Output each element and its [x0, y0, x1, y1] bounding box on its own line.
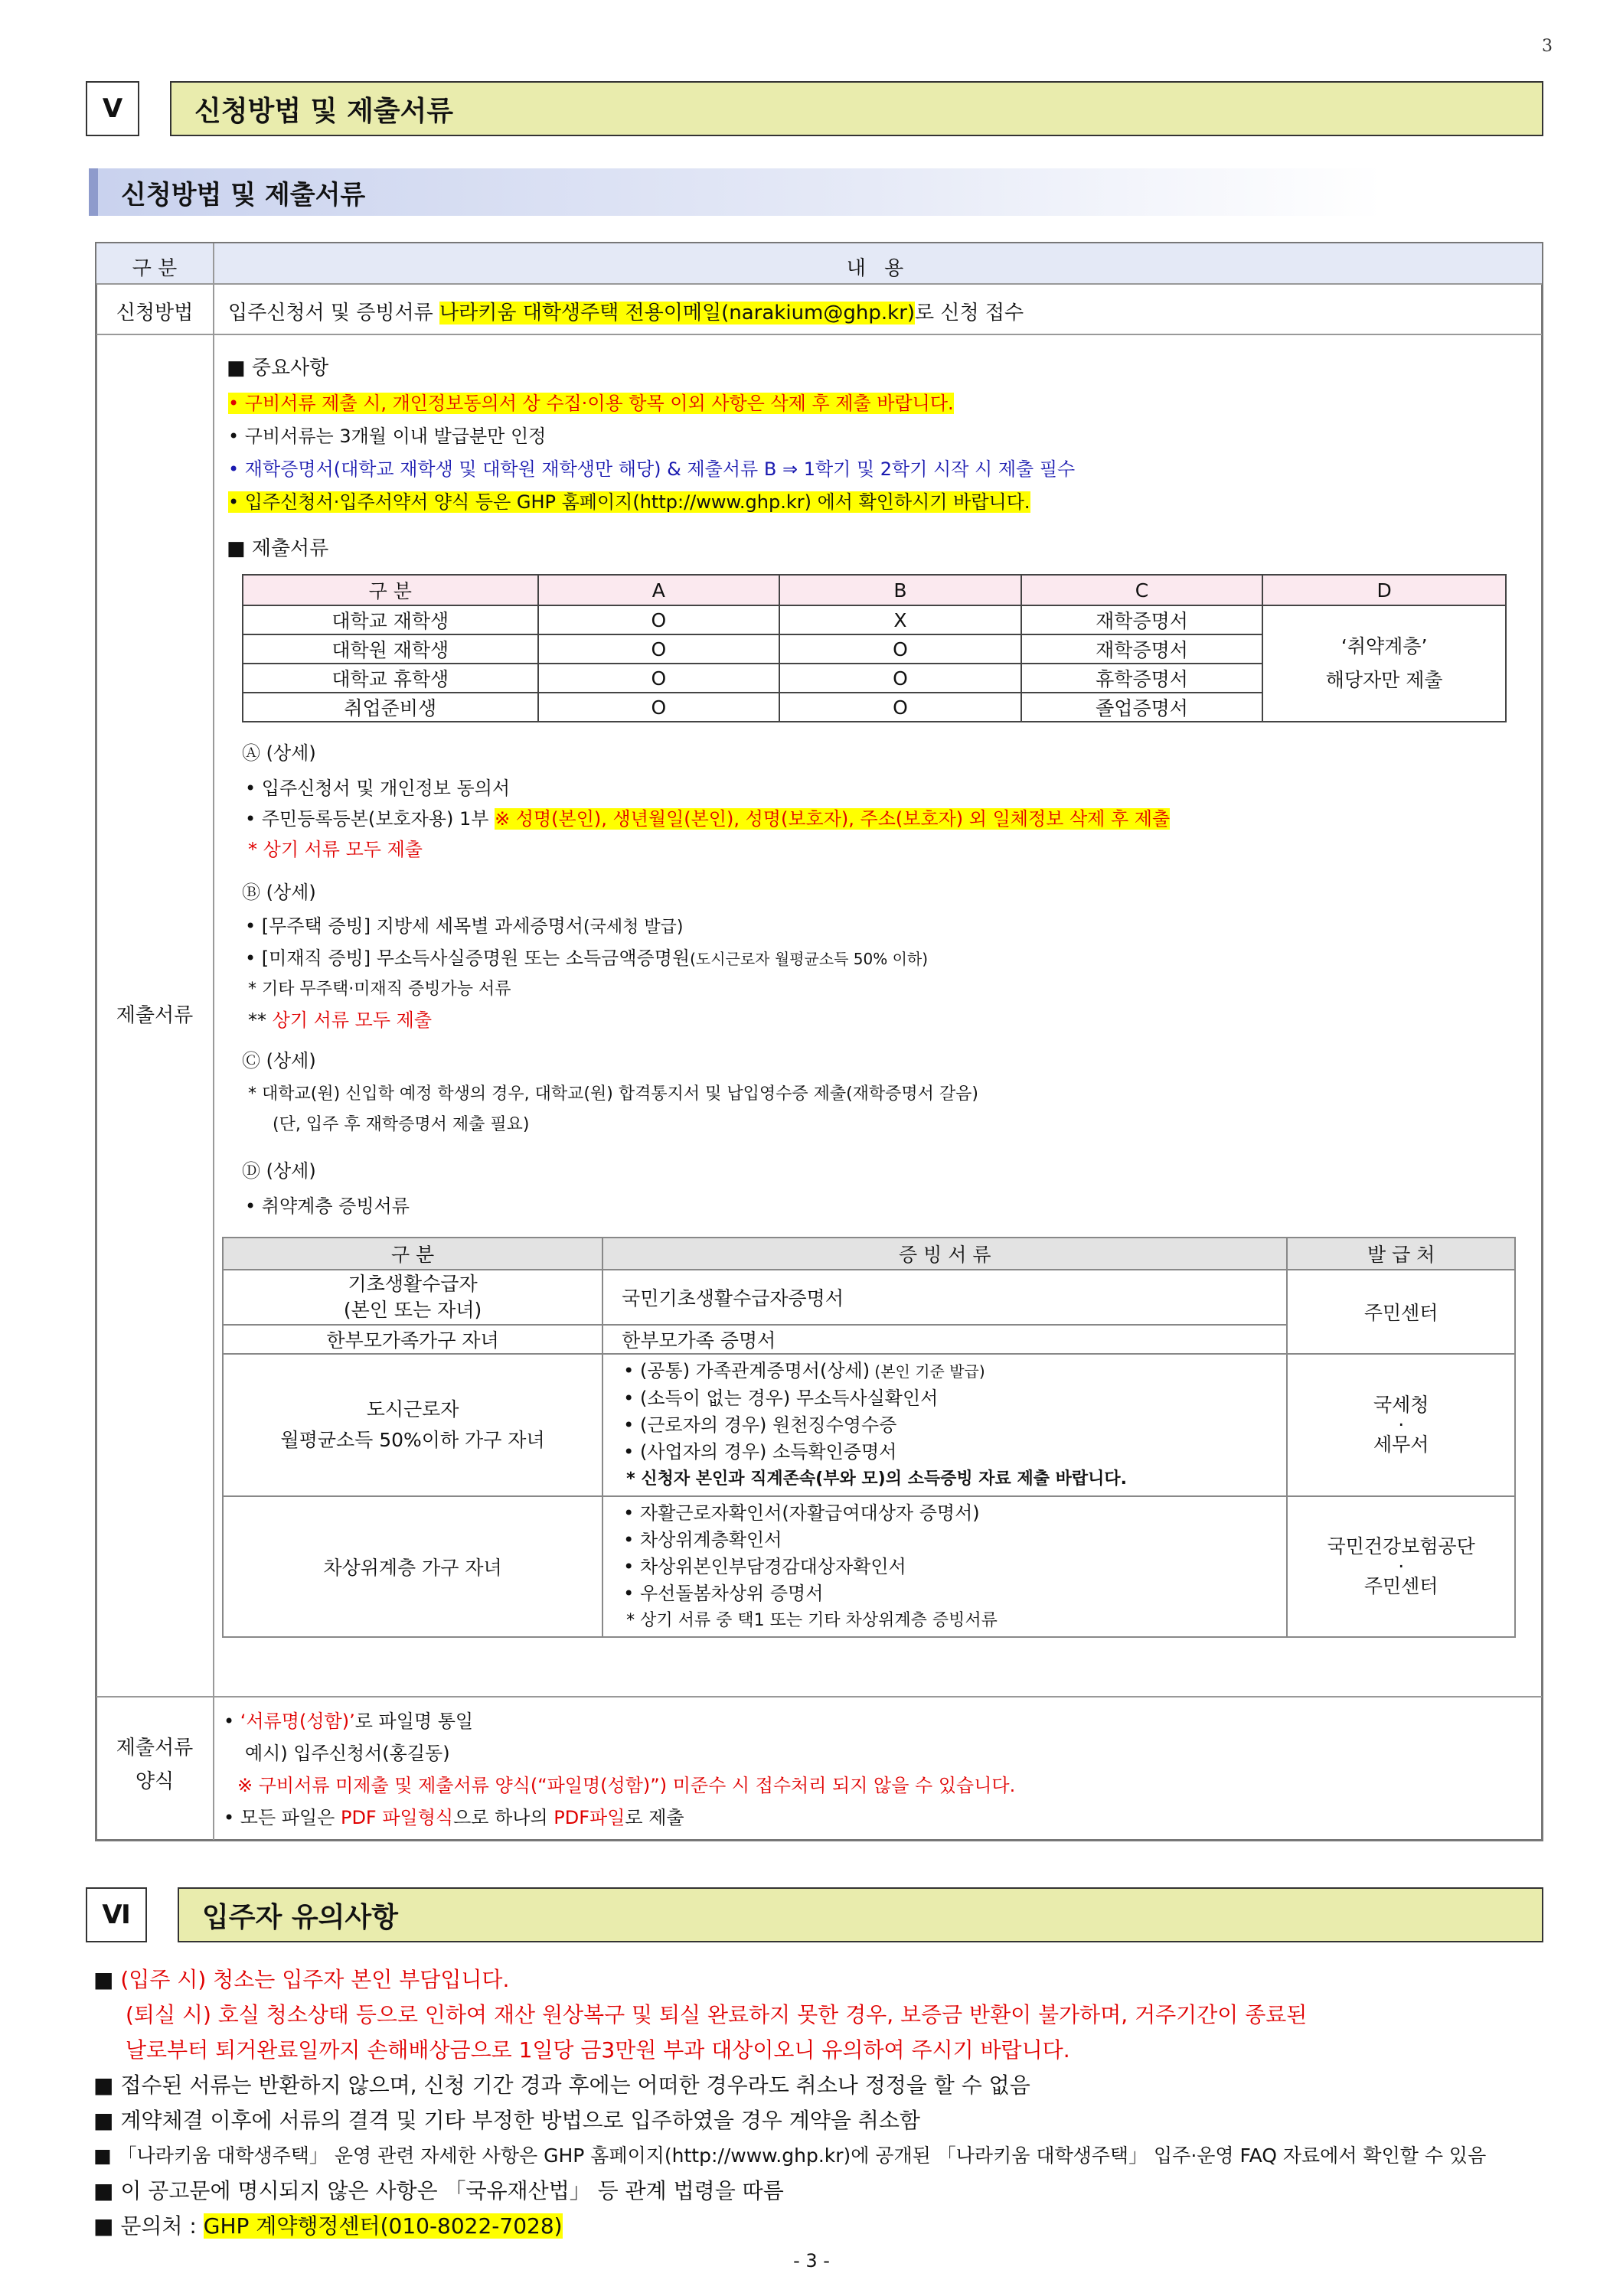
- row-divider: [96, 1696, 1542, 1698]
- section-number: Ⅴ: [86, 81, 139, 136]
- vt-doc: 국민기초생활수급자증명서: [603, 1270, 1287, 1325]
- note-1: ■ (입주 시) 청소는 입주자 본인 부담입니다.: [93, 1967, 510, 1992]
- note-3-text: 계약체결 이후에 서류의 결격 및 기타 부정한 방법으로 입주하였을 경우 계약을 취소함: [120, 2108, 920, 2133]
- grid-d-note: [1262, 605, 1506, 722]
- format-l4-d: PDF파일: [554, 1807, 625, 1828]
- detail-a-item-2-note: ※ 성명(본인), 생년월일(본인), 성명(보호자), 주소(보호자) 외 일체정보 삭제 후 제출: [495, 808, 1171, 830]
- format-label-2: 양식: [135, 1770, 175, 1793]
- grid-cell: O: [779, 664, 1021, 693]
- grid-header: C: [1021, 575, 1263, 605]
- vt-issuer-1: 국세청: [1373, 1394, 1429, 1416]
- detail-c-title: Ⓒ (상세): [242, 1050, 316, 1071]
- detail-a-list: [245, 773, 1170, 865]
- vt-issuer-2: 세무서: [1373, 1433, 1429, 1456]
- format-label: [96, 1731, 213, 1799]
- section-number: Ⅵ: [86, 1887, 147, 1942]
- note-6: ■ 문의처 : GHP 계약행정센터(010-8022-7028): [93, 2213, 563, 2239]
- note-2: ■ 접수된 서류는 반환하지 않으며, 신청 기간 경과 후에는 어떠한 경우라도 취소나 정정을 할 수 없음: [93, 2073, 1030, 2098]
- header-content: 내 용: [846, 257, 910, 280]
- vt-issuer-dot: ·: [1398, 1555, 1405, 1577]
- grid-header: D: [1262, 575, 1506, 605]
- header-category: 구 분: [132, 257, 178, 280]
- vt-doc-item: • (사업자의 경우) 소득확인증명서: [623, 1441, 897, 1463]
- apply-label: 신청방법: [116, 302, 194, 325]
- section-title: 신청방법 및 제출서류: [170, 81, 1543, 136]
- vt-doc-item: • (공통) 가족관계증명서(상세): [623, 1360, 870, 1381]
- note-3: ■ 계약체결 이후에 서류의 결격 및 기타 부정한 방법으로 입주하였을 경우 계약을 취소함: [93, 2108, 920, 2133]
- format-list: [224, 1705, 1015, 1834]
- note-6-pre: 문의처 :: [120, 2213, 204, 2239]
- important-item-2: • 구비서류는 3개월 이내 발급분만 인정: [228, 426, 547, 447]
- grid-header: 구 분: [243, 575, 538, 605]
- section-title: 입주자 유의사항: [178, 1887, 1543, 1942]
- vt-row: [223, 1270, 1515, 1325]
- note-1c: 날로부터 퇴거완료일까지 손해배상금으로 1일당 금3만원 부과 대상이오니 유의하여 주시기 바랍니다.: [126, 2037, 1070, 2063]
- detail-b-note-2-pre: **: [248, 1009, 273, 1031]
- vt-issuer-2: 주민센터: [1363, 1575, 1438, 1597]
- format-l4-a: • 모든 파일은: [224, 1807, 341, 1828]
- vulnerable-table: [222, 1237, 1516, 1638]
- grid-cell: O: [538, 664, 780, 693]
- vt-cat-3a: 도시근로자: [366, 1398, 459, 1420]
- format-l1-pre: •: [224, 1711, 240, 1732]
- vt-category: 차상위계층 가구 자녀: [223, 1496, 603, 1637]
- vt-header: 발 급 처: [1287, 1238, 1515, 1270]
- grid-cell: O: [779, 693, 1021, 722]
- detail-a-title: Ⓐ (상세): [242, 742, 316, 764]
- grid-cell: O: [538, 634, 780, 664]
- row-divider: [96, 334, 1542, 335]
- note-2-text: 접수된 서류는 반환하지 않으며, 신청 기간 경과 후에는 어떠한 경우라도 취소나 정정을 할 수 없음: [120, 2073, 1030, 2098]
- detail-b-item-1-small: (국세청 발급): [583, 918, 684, 937]
- vt-doc: 한부모가족 증명서: [603, 1325, 1287, 1354]
- vt-doc-small: (본인 기준 발급): [870, 1362, 985, 1381]
- vt-doc-list: [603, 1354, 1287, 1496]
- vt-doc-note: * 상기 서류 중 택1 또는 기타 차상위계층 증빙서류: [626, 1610, 998, 1630]
- vt-header: 증 빙 서 류: [603, 1238, 1287, 1270]
- vt-issuer: [1287, 1496, 1515, 1637]
- vt-category: [223, 1354, 603, 1496]
- important-title: ■ 중요사항: [227, 357, 329, 380]
- grid-cell: 취업준비생: [243, 693, 538, 722]
- detail-b-item-2-small: (도시근로자 월평균소득 50% 이하): [690, 950, 929, 968]
- page-number: 3: [1542, 37, 1553, 56]
- detail-c-list: [248, 1079, 978, 1140]
- grid-cell: 휴학증명서: [1021, 664, 1263, 693]
- apply-email: 나라키움 대학생주택 전용이메일(narakium@ghp.kr): [439, 302, 916, 325]
- detail-b-title: Ⓑ (상세): [242, 882, 316, 903]
- vt-doc-note: * 신청자 본인과 직계존속(부와 모)의 소득증빙 자료 제출 바랍니다.: [626, 1469, 1127, 1489]
- notes-list: [93, 1962, 1486, 2244]
- detail-c-line-1: * 대학교(원) 신입학 예정 학생의 경우, 대학교(원) 합격통지서 및 납입영수증 제출(재학증명서 갈음): [248, 1084, 978, 1104]
- grid-d-note-1: ‘취약계층’: [1341, 635, 1428, 657]
- format-l2: 예시) 입주신청서(홍길동): [245, 1743, 450, 1764]
- docs-label: 제출서류: [116, 1004, 194, 1027]
- grid-cell: 대학교 휴학생: [243, 664, 538, 693]
- vt-row: [223, 1496, 1515, 1637]
- note-5: ■ 이 공고문에 명시되지 않은 사항은 「국유재산법」 등 관계 법령을 따름: [93, 2178, 784, 2203]
- important-item-1: • 구비서류 제출 시, 개인정보동의서 상 수집·이용 항목 이외 사항은 삭제 후 제출 바랍니다.: [228, 393, 954, 414]
- detail-d-item: • 취약계층 증빙서류: [245, 1195, 410, 1217]
- column-divider: [213, 243, 214, 1840]
- detail-a-item-1: • 입주신청서 및 개인정보 동의서: [245, 778, 511, 799]
- detail-b-item-2: • [미재직 증빙] 무소득사실증명원 또는 소득금액증명원: [245, 947, 691, 969]
- important-item-4: • 입주신청서·입주서약서 양식 등은 GHP 홈페이지(http://www.ghp.kr) 에서 확인하시기 바랍니다.: [228, 491, 1030, 513]
- apply-text: [228, 297, 1024, 325]
- detail-b-list: [245, 911, 928, 1035]
- detail-b-note-1: * 기타 무주택·미재직 증빙가능 서류: [248, 980, 511, 999]
- grid-cell: 대학원 재학생: [243, 634, 538, 664]
- detail-b-note-2: 상기 서류 모두 제출: [272, 1009, 432, 1031]
- vt-issuer: [1287, 1354, 1515, 1496]
- vt-cat-1b: (본인 또는 자녀): [343, 1299, 482, 1321]
- detail-d-title: Ⓓ (상세): [242, 1160, 316, 1182]
- note-5-text: 이 공고문에 명시되지 않은 사항은 「국유재산법」 등 관계 법령을 따름: [120, 2178, 784, 2203]
- detail-c-line-2: (단, 입주 후 재학증명서 제출 필요): [273, 1115, 530, 1134]
- vt-issuer: 주민센터: [1287, 1270, 1515, 1354]
- grid-row: [243, 605, 1506, 634]
- grid-cell: X: [779, 605, 1021, 634]
- vt-category: [223, 1270, 603, 1325]
- vt-row: [223, 1354, 1515, 1496]
- format-l1-red: ‘서류명(성함)’: [240, 1711, 355, 1732]
- vt-cat-1a: 기초생활수급자: [348, 1273, 478, 1295]
- grid-d-note-2: 해당자만 제출: [1325, 669, 1443, 691]
- detail-a-item-2: • 주민등록등본(보호자용) 1부: [245, 808, 495, 830]
- contact-info: GHP 계약행정센터(010-8022-7028): [203, 2213, 563, 2239]
- vt-doc-item: • (근로자의 경우) 원천징수영수증: [623, 1414, 897, 1436]
- vt-cat-3b: 월평균소득 50%이하 가구 자녀: [280, 1429, 545, 1451]
- grid-cell: O: [779, 634, 1021, 664]
- format-label-1: 제출서류: [116, 1737, 194, 1760]
- grid-cell: 대학교 재학생: [243, 605, 538, 634]
- important-list: [228, 387, 1075, 519]
- subheading: 신청방법 및 제출서류: [89, 168, 1383, 216]
- docs-title: ■ 제출서류: [227, 537, 329, 560]
- apply-text-pre: 입주신청서 및 증빙서류: [228, 302, 439, 325]
- vt-doc-list: [603, 1496, 1287, 1637]
- grid-header: A: [538, 575, 780, 605]
- vt-header: 구 분: [223, 1238, 603, 1270]
- format-l4-c: 으로 하나의: [453, 1807, 554, 1828]
- vt-category: 한부모가족가구 자녀: [223, 1325, 603, 1354]
- grid-cell: O: [538, 605, 780, 634]
- vt-issuer-dot: ·: [1398, 1414, 1405, 1436]
- vt-doc-item: • 자활근로자확인서(자활급여대상자 증명서): [623, 1502, 980, 1524]
- vt-doc-item: • 차상위본인부담경감대상자확인서: [623, 1555, 906, 1577]
- grid-cell: O: [538, 693, 780, 722]
- grid-cell: 졸업증명서: [1021, 693, 1263, 722]
- note-4-text: 「나라키움 대학생주택」 운영 관련 자세한 사항은 GHP 홈페이지(http://www.ghp.kr)에 공개된 「나라키움 대학생주택」 입주·운영 FAQ 자료에서 확인할 수 있음: [117, 2144, 1487, 2167]
- docs-grid: [242, 574, 1507, 722]
- format-l4-e: 로 제출: [625, 1807, 684, 1828]
- note-1a: (입주 시) 청소는 입주자 본인 부담입니다.: [120, 1967, 510, 1992]
- grid-cell: 재학증명서: [1021, 605, 1263, 634]
- grid-header: B: [779, 575, 1021, 605]
- grid-cell: 재학증명서: [1021, 634, 1263, 664]
- vt-issuer-1: 국민건강보험공단: [1327, 1535, 1475, 1557]
- format-l4-b: PDF 파일형식: [340, 1807, 454, 1828]
- note-1b: (퇴실 시) 호실 청소상태 등으로 인하여 재산 원상복구 및 퇴실 완료하지 못한 경우, 보증금 반환이 불가하며, 거주기간이 종료된: [126, 2002, 1308, 2027]
- vt-doc-item: • (소득이 없는 경우) 무소득사실확인서: [623, 1388, 939, 1409]
- page-footer: - 3 -: [793, 2250, 830, 2272]
- format-l3: ※ 구비서류 미제출 및 제출서류 양식(“파일명(성함)”) 미준수 시 접수처리 되지 않을 수 있습니다.: [237, 1775, 1016, 1796]
- vt-doc-item: • 차상위계층확인서: [623, 1528, 782, 1551]
- important-item-3: • 재학증명서(대학교 재학생 및 대학원 재학생만 해당) & 제출서류 B ⇒ 1학기 및 2학기 시작 시 제출 필수: [228, 458, 1076, 480]
- detail-b-item-1: • [무주택 증빙] 지방세 세목별 과세증명서: [245, 915, 583, 937]
- apply-text-post: 로 신청 접수: [915, 302, 1024, 325]
- format-l1-post: 로 파일명 통일: [354, 1711, 474, 1732]
- detail-a-note: * 상기 서류 모두 제출: [248, 839, 423, 860]
- vt-doc-item: • 우선돌봄차상위 증명서: [623, 1582, 824, 1604]
- note-4: ■ 「나라키움 대학생주택」 운영 관련 자세한 사항은 GHP 홈페이지(http://www.ghp.kr)에 공개된 「나라키움 대학생주택」 입주·운영 FAQ 자료에서 확인할 수 있음: [93, 2144, 1487, 2167]
